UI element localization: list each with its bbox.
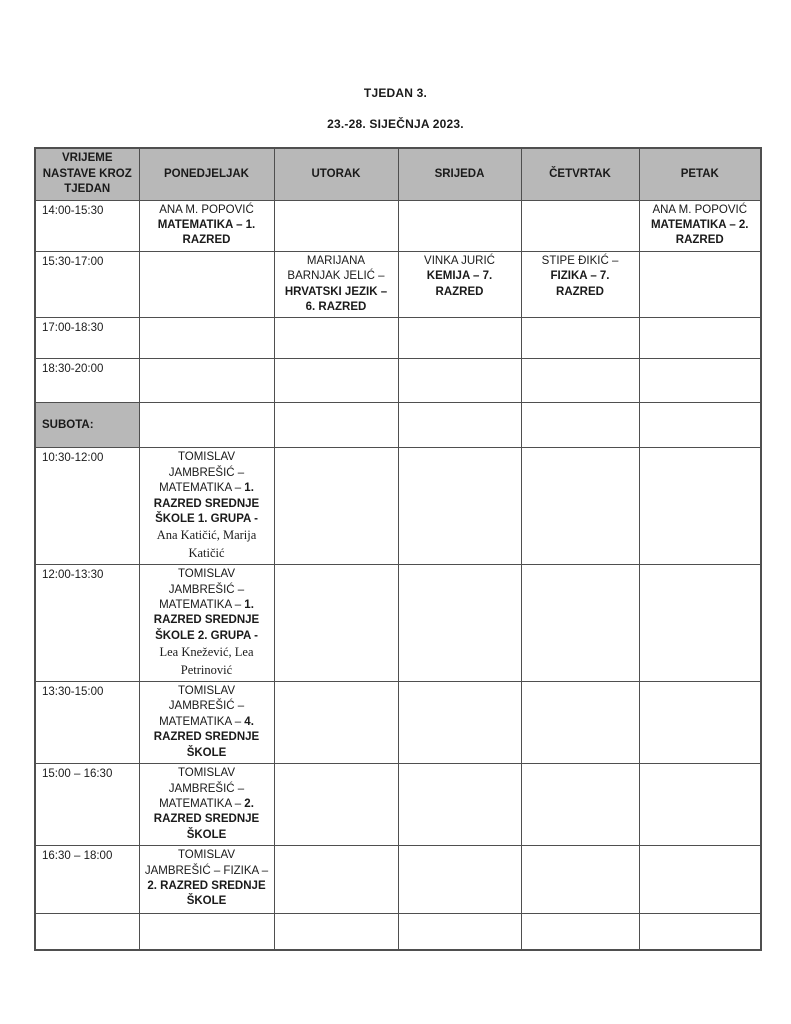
schedule-cell — [398, 403, 521, 448]
schedule-text-bold: MATEMATIKA – 1. RAZRED — [157, 218, 256, 247]
time-cell: 17:00-18:30 — [35, 318, 139, 359]
time-cell: 13:30-15:00 — [35, 682, 139, 764]
saturday-section-label: SUBOTA: — [35, 403, 139, 448]
schedule-cell — [398, 251, 521, 318]
column-header-thursday: ČETVRTAK — [521, 148, 639, 200]
schedule-cell — [139, 403, 274, 448]
schedule-cell — [398, 565, 521, 682]
schedule-cell — [398, 359, 521, 403]
schedule-cell — [139, 764, 274, 846]
schedule-text-bold: MATEMATIKA – 2. RAZRED — [650, 218, 749, 247]
schedule-cell — [139, 682, 274, 764]
schedule-cell — [521, 251, 639, 318]
schedule-cell — [274, 682, 398, 764]
schedule-text-serif: Ana Katičić, Marija Katičić — [156, 528, 257, 560]
schedule-cell — [639, 565, 761, 682]
schedule-cell — [274, 914, 398, 950]
schedule-cell — [639, 914, 761, 950]
schedule-cell — [521, 359, 639, 403]
column-header-tuesday: UTORAK — [274, 148, 398, 200]
schedule-text-regular: TOMISLAV JAMBREŠIĆ – MATEMATIKA – — [159, 568, 245, 612]
schedule-cell — [639, 200, 761, 251]
time-cell: 12:00-13:30 — [35, 565, 139, 682]
schedule-cell — [398, 448, 521, 565]
schedule-text-regular: VINKA JURIĆ — [424, 254, 495, 267]
schedule-cell — [398, 682, 521, 764]
schedule-row — [35, 764, 761, 846]
schedule-cell — [274, 251, 398, 318]
schedule-text-bold: 1. RAZRED SREDNJE ŠKOLE 1. GRUPA - — [153, 482, 260, 526]
page-title: TJEDAN 3. — [363, 86, 428, 100]
page-subtitle: 23.-28. SIJEČNJA 2023. — [327, 117, 464, 131]
schedule-text-regular: TOMISLAV JAMBREŠIĆ – MATEMATIKA – — [159, 685, 245, 728]
schedule-cell — [274, 359, 398, 403]
schedule-cell — [639, 318, 761, 359]
schedule-cell — [398, 846, 521, 914]
schedule-text-regular: TOMISLAV JAMBREŠIĆ – MATEMATIKA – — [159, 451, 245, 495]
time-cell: 16:30 – 18:00 — [35, 846, 139, 914]
schedule-cell — [521, 200, 639, 251]
schedule-cell — [639, 448, 761, 565]
schedule-cell — [398, 318, 521, 359]
schedule-cell — [639, 251, 761, 318]
schedule-text-serif: Lea Knežević, Lea Petrinović — [159, 645, 254, 677]
time-cell: 15:30-17:00 — [35, 251, 139, 318]
schedule-row — [35, 682, 761, 764]
schedule-cell — [274, 448, 398, 565]
schedule-text-regular: TOMISLAV JAMBREŠIĆ – FIZIKA – — [144, 849, 269, 877]
schedule-text-regular: ANA M. POPOVIĆ — [159, 203, 254, 216]
schedule-cell — [274, 764, 398, 846]
schedule-text-bold: 2. RAZRED SREDNJE ŠKOLE — [153, 797, 260, 841]
schedule-cell — [398, 200, 521, 251]
schedule-text-regular: MARIJANA BARNJAK JELIĆ – — [287, 254, 385, 283]
schedule-text-regular: TOMISLAV JAMBREŠIĆ – MATEMATIKA – — [159, 767, 245, 810]
schedule-cell — [639, 846, 761, 914]
column-header-time: VRIJEME NASTAVE KROZ TJEDAN — [35, 148, 139, 200]
schedule-cell — [639, 403, 761, 448]
schedule-cell — [521, 914, 639, 950]
schedule-cell — [521, 403, 639, 448]
schedule-cell — [139, 565, 274, 682]
schedule-cell — [139, 200, 274, 251]
schedule-cell — [521, 682, 639, 764]
schedule-cell — [521, 846, 639, 914]
schedule-row — [35, 846, 761, 914]
schedule-cell — [139, 251, 274, 318]
schedule-cell — [274, 565, 398, 682]
schedule-text-bold: 4. RAZRED SREDNJE ŠKOLE — [153, 715, 260, 759]
schedule-cell — [139, 846, 274, 914]
schedule-cell — [521, 448, 639, 565]
schedule-cell — [521, 318, 639, 359]
time-cell — [35, 914, 139, 950]
schedule-cell — [274, 200, 398, 251]
schedule-text-bold: KEMIJA – 7. RAZRED — [426, 270, 493, 298]
schedule-cell — [398, 764, 521, 846]
schedule-row — [35, 565, 761, 682]
schedule-cell — [139, 914, 274, 950]
schedule-text-bold: HRVATSKI JEZIK – 6. RAZRED — [284, 285, 388, 313]
saturday-section-row — [35, 403, 761, 448]
schedule-cell — [274, 318, 398, 359]
schedule-row — [35, 200, 761, 251]
schedule-text-regular: ANA M. POPOVIĆ — [652, 203, 748, 216]
schedule-cell — [274, 403, 398, 448]
schedule-cell — [639, 682, 761, 764]
schedule-row — [35, 318, 761, 359]
time-cell: 18:30-20:00 — [35, 359, 139, 403]
schedule-cell — [398, 914, 521, 950]
column-header-wednesday: SRIJEDA — [398, 148, 521, 200]
schedule-cell — [639, 359, 761, 403]
time-cell: 15:00 – 16:30 — [35, 764, 139, 846]
schedule-cell — [274, 846, 398, 914]
schedule-text-bold: FIZIKA – 7. RAZRED — [550, 270, 610, 298]
schedule-row — [35, 359, 761, 403]
schedule-row — [35, 914, 761, 950]
schedule-text-bold: 1. RAZRED SREDNJE ŠKOLE 2. GRUPA - — [153, 599, 260, 642]
column-header-monday: PONEDJELJAK — [139, 148, 274, 200]
schedule-cell — [139, 359, 274, 403]
schedule-table — [34, 147, 762, 951]
schedule-text-bold: 2. RAZRED SREDNJE ŠKOLE — [147, 879, 266, 908]
column-header-friday: PETAK — [639, 148, 761, 200]
schedule-row — [35, 448, 761, 565]
time-cell: 10:30-12:00 — [35, 448, 139, 565]
schedule-row — [35, 251, 761, 318]
schedule-cell — [521, 565, 639, 682]
schedule-cell — [521, 764, 639, 846]
schedule-text-regular: STIPE ĐIKIĆ – — [541, 254, 619, 267]
schedule-cell — [139, 448, 274, 565]
time-cell: 14:00-15:30 — [35, 200, 139, 251]
header-row — [35, 148, 761, 200]
schedule-cell — [639, 764, 761, 846]
schedule-cell — [139, 318, 274, 359]
